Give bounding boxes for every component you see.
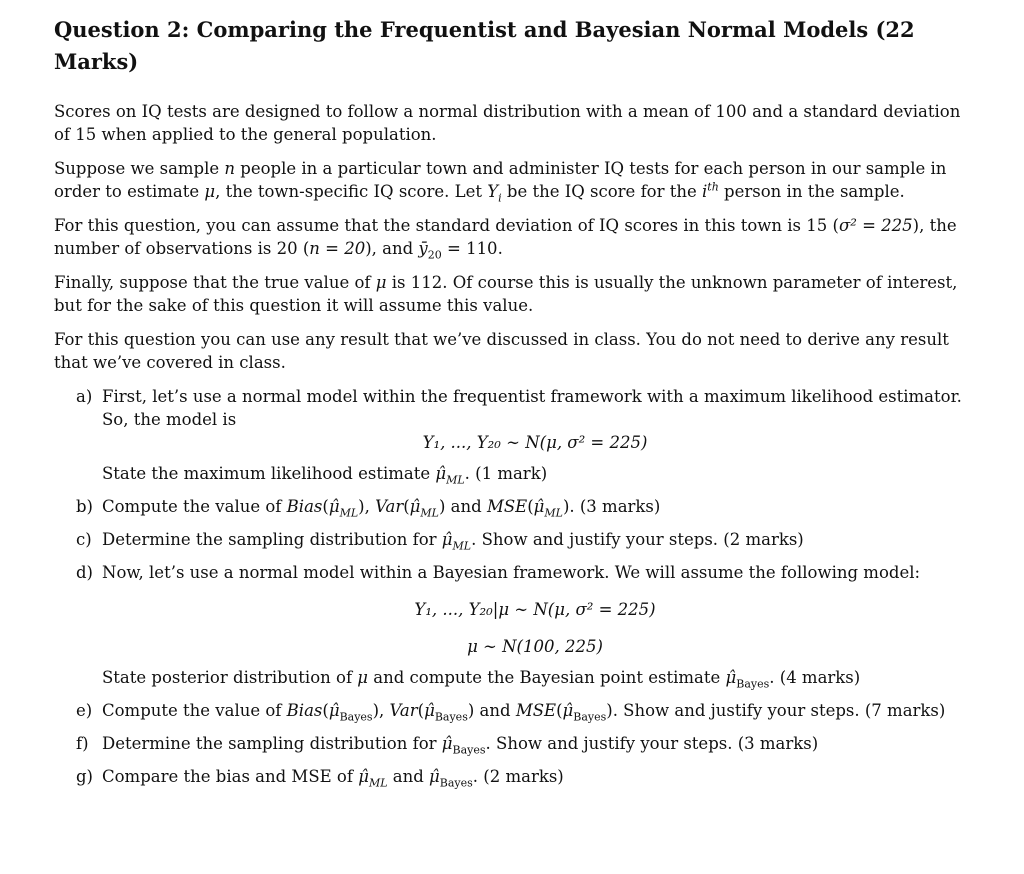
assumptions-paragraph: For this question, you can assume that the standard deviation of IQ scores in this town is 15 (σ² = 225), the number of observations is 20 (n = 20), and $ȳ_{20} = 110$. (54, 216, 957, 262)
sampling-paragraph: Suppose we sample n people in a particular town and administer IQ tests for each person in our sample in order to estimate μ, the town-specific IQ score. Let $Y_i$ be the IQ score for the $i^{th}$ person in the sample. (54, 159, 947, 205)
item-label: d) (76, 563, 93, 582)
subquestion-d: d) Now, let’s use a normal model within a Bayesian framework. We will assume the following model: Y₁, ..., Y₂₀|μ ∼ N(μ, σ² = 225) μ ∼ N(100, 225) State posterior distribution of μ and compute the Bayesian point estimate $\mû_{Bayes}$. (4 marks) (54, 561, 968, 689)
item-label: g) (76, 767, 93, 786)
equation-likelihood: Y₁, ..., Y₂₀|μ ∼ N(μ, σ² = 225) (414, 600, 656, 619)
item-label: a) (76, 387, 93, 406)
subquestion-a: a) First, let’s use a normal model within the frequentist framework with a maximum likelihood estimator. So, the model is Y₁, ..., Y₂₀ ∼ N(μ, σ² = 225) State the maximum likelihood estimate $\mû_{ML}$. (1 mark) (54, 385, 968, 485)
statement-a: State the maximum likelihood estimate $\mû_{ML}$. (1 mark) (102, 464, 548, 487)
item-label: e) (76, 701, 93, 720)
item-label: f) (76, 734, 89, 753)
subquestion-c: c) Determine the sampling distribution for $\mû_{ML}$. Show and justify your steps. (2 marks) (76, 530, 804, 553)
instructions-paragraph: For this question you can use any result that we’ve discussed in class. You do not need to derive any result that we’ve covered in class. (54, 330, 949, 372)
question-title: Question 2: Comparing the Frequentist and Bayesian Normal Models (22 Marks) (54, 17, 915, 74)
true-value-paragraph: Finally, suppose that the true value of μ is 112. Of course this is usually the unknown parameter of interest, but for the sake of this question it will assume this value. (54, 273, 958, 315)
subquestion-e: e) Compute the value of $Bias(\mû_{Bayes})$, $Var(\mû_{Bayes})$ and $MSE(\mû_{Bayes})$. Show and justify your steps. (7 marks) (76, 701, 946, 724)
subquestion-list (54, 385, 968, 788)
statement-d: State posterior distribution of μ and compute the Bayesian point estimate $\mû_{Bayes}$. (4 marks) (102, 668, 861, 691)
subquestion-f: f) Determine the sampling distribution for $\mû_{Bayes}$. Show and justify your steps. (3 marks) (76, 734, 819, 757)
subquestion-g: g) Compare the bias and MSE of $\mû_{ML}$ and $\mû_{Bayes}$. (2 marks) (76, 767, 564, 790)
equation-prior: μ ∼ N(100, 225) (467, 637, 603, 656)
equation-ml-model: Y₁, ..., Y₂₀ ∼ N(μ, σ² = 225) (422, 433, 648, 452)
item-label: b) (76, 497, 93, 516)
item-label: c) (76, 530, 92, 549)
intro-paragraph: Scores on IQ tests are designed to follow a normal distribution with a mean of 100 and a standard deviation of 15 when applied to the general population. (54, 102, 961, 144)
subquestion-b: b) Compute the value of $Bias(\mû_{ML})$, $Var(\mû_{ML})$ and $MSE(\mû_{ML})$. (3 marks) (76, 497, 661, 520)
